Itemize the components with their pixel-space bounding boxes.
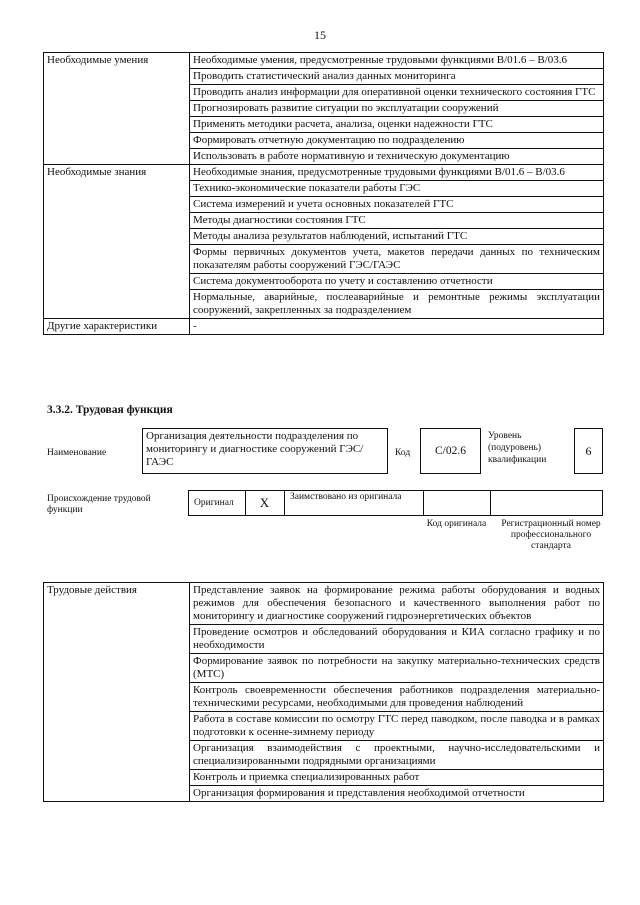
row-item: Проводить анализ информации для оперативной оценки технического состояния ГТС [190, 85, 604, 101]
action-item: Формирование заявок по потребности на закупку материально-технических средств (МТС) [190, 654, 604, 683]
row-item: Проводить статистический анализ данных мониторинга [190, 69, 604, 85]
table-row [44, 165, 604, 181]
row-item: Необходимые знания, предусмотренные трудовыми функциями В/01.6 – В/03.6 [190, 165, 604, 181]
row-label: Необходимые умения [44, 53, 190, 165]
row-label: Трудовые действия [44, 583, 190, 802]
function-name-box [142, 428, 388, 474]
function-name: Организация деятельности подразделения по мониторингу и диагностике сооружений ГЭС/ГАЭС [146, 430, 364, 468]
name-label: Наименование [47, 448, 107, 458]
row-item: Использовать в работе нормативную и техническую документацию [190, 149, 604, 165]
row-label: Другие характеристики [44, 319, 190, 335]
page-number: 15 [314, 28, 326, 42]
level-label: Уровень (подуровень) квалификации [488, 431, 547, 465]
table-row [44, 53, 604, 69]
row-item: Прогнозировать развитие ситуации по эксплуатации сооружений [190, 101, 604, 117]
row-item: Система измерений и учета основных показателей ГТС [190, 197, 604, 213]
code-label: Код [395, 448, 411, 458]
row-item: Применять методики расчета, анализа, оценки надежности ГТС [190, 117, 604, 133]
original-label: Оригинал [194, 498, 234, 508]
action-item: Контроль своевременности обеспечения работников подразделения материально-техническими ресурсами, необходимыми для проведения наблюдений [190, 683, 604, 712]
skills-knowledge-table [43, 52, 604, 335]
action-item: Представление заявок на формирование режима работы оборудования и водных режимов для обеспечения безопасного и качественного выполнения работ по мониторингу и диагностике сооружений гидроэнергетических объектов [190, 583, 604, 625]
borrowed-label: Заимствовано из оригинала [290, 492, 402, 502]
row-item: Методы анализа результатов наблюдений, испытаний ГТС [190, 229, 604, 245]
table-row [44, 583, 604, 625]
origin-label: Происхождение трудовой функции [47, 494, 151, 515]
row-item: Необходимые умения, предусмотренные трудовыми функциями В/01.6 – В/03.6 [190, 53, 604, 69]
qualification-level-box [574, 428, 603, 474]
action-item: Контроль и приемка специализированных работ [190, 770, 604, 786]
action-item: Работа в составе комиссии по осмотру ГТС перед паводком, после паводка и в рамках подготовки к осенне-зимнему периоду [190, 712, 604, 741]
labor-actions-table [43, 582, 604, 802]
row-item: Система документооборота по учету и составлению отчетности [190, 274, 604, 290]
row-item: - [190, 319, 604, 335]
function-code-box [420, 428, 481, 474]
row-item: Нормальные, аварийные, послеаварийные и ремонтные режимы эксплуатации сооружений, закрепленных за подразделением [190, 290, 604, 319]
section-heading: 3.3.2. Трудовая функция [47, 404, 173, 416]
code-original-caption: Код оригинала [426, 519, 487, 529]
action-item: Организация взаимодействия с проектными, научно-исследовательскими и специализированными подрядными организациями [190, 741, 604, 770]
registration-number-caption: Регистрационный номер профессионального стандарта [501, 519, 601, 551]
row-label: Необходимые знания [44, 165, 190, 319]
action-item: Проведение осмотров и обследований оборудования и КИА согласно графику и по необходимости [190, 625, 604, 654]
row-item: Технико-экономические показатели работы ГЭС [190, 181, 604, 197]
original-mark: X [259, 495, 270, 510]
action-item: Организация формирования и представления необходимой отчетности [190, 786, 604, 802]
row-item: Методы диагностики состояния ГТС [190, 213, 604, 229]
function-code: C/02.6 [435, 445, 466, 457]
row-item: Формировать отчетную документацию по подразделению [190, 133, 604, 149]
table-row [44, 319, 604, 335]
row-item: Формы первичных документов учета, макетов передачи данных по техническим показателям работы сооружений ГЭС/ГАЭС [190, 245, 604, 274]
qualification-level: 6 [585, 443, 592, 458]
